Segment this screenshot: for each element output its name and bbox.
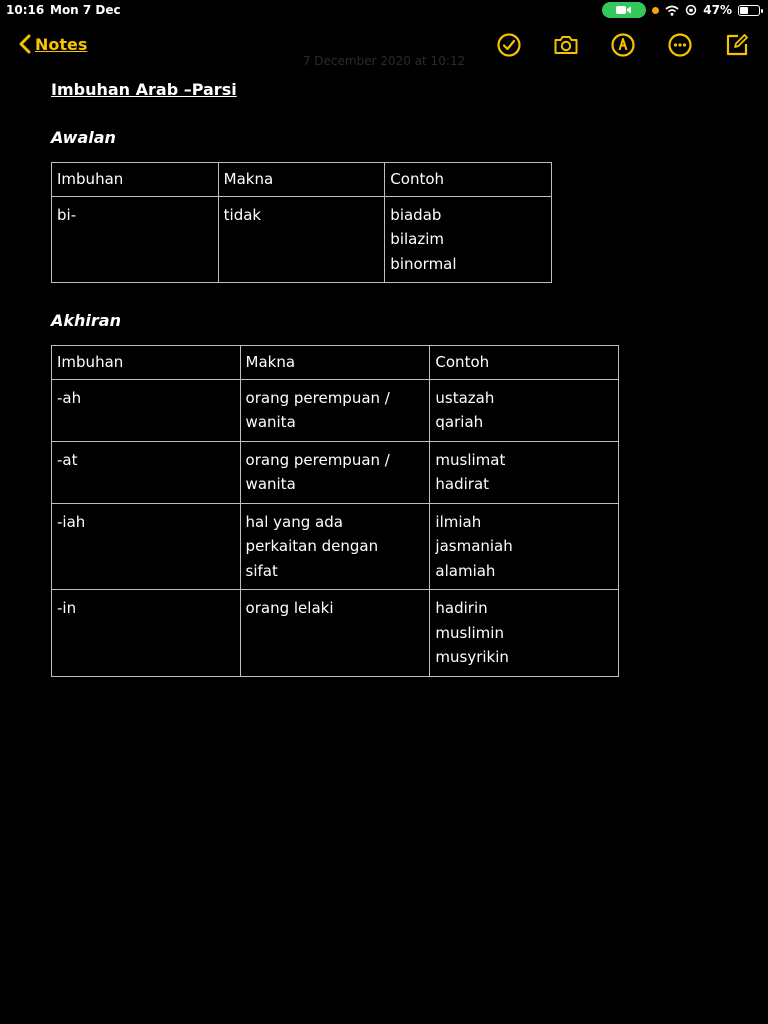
battery-percent: 47% [703, 3, 732, 17]
table-row [52, 590, 619, 677]
facetime-indicator-icon[interactable] [602, 2, 646, 18]
contoh-line: muslimat [435, 450, 506, 469]
orientation-lock-icon [685, 4, 697, 16]
microphone-indicator-icon [652, 7, 659, 14]
table-row [52, 379, 619, 441]
contoh-line: musyrikin [435, 648, 509, 666]
cell-imbuhan: bi- [52, 196, 219, 283]
contoh-line: jasmaniah [435, 537, 513, 555]
makna-line: orang perempuan / [245, 450, 390, 469]
cell-imbuhan: -at [52, 441, 241, 503]
cell-imbuhan: -in [52, 590, 241, 677]
table-header-row [52, 163, 552, 197]
cell-makna [240, 503, 430, 590]
table-header-row [52, 346, 619, 380]
status-bar [0, 0, 768, 22]
contoh-line: biadab [390, 205, 442, 224]
table-row [52, 441, 619, 503]
makna-line: orang lelaki [245, 599, 334, 617]
contoh-line: ilmiah [435, 512, 482, 531]
cell-contoh [430, 590, 619, 677]
column-header: Imbuhan [52, 163, 219, 197]
makna-line: tidak [223, 205, 262, 224]
contoh-line: bilazim [390, 230, 444, 248]
table-row [52, 503, 619, 590]
cell-makna [240, 379, 430, 441]
contoh-line: ustazah [435, 388, 495, 407]
section-heading-akhiran: Akhiran [51, 311, 121, 330]
contoh-line: qariah [435, 413, 484, 431]
section-heading-awalan: Awalan [51, 128, 116, 147]
back-button[interactable] [18, 34, 87, 54]
cell-contoh [430, 441, 619, 503]
makna-line: orang perempuan / [245, 388, 390, 407]
cell-imbuhan: -ah [52, 379, 241, 441]
chevron-left-icon [18, 34, 31, 54]
table-row [52, 196, 552, 283]
cell-imbuhan: -iah [52, 503, 241, 590]
status-date: Mon 7 Dec [50, 3, 121, 17]
contoh-line: hadirin [435, 599, 488, 617]
contoh-line: alamiah [435, 561, 496, 580]
note-body[interactable] [51, 78, 731, 666]
column-header: Imbuhan [52, 346, 241, 380]
makna-line: sifat [245, 561, 278, 580]
back-button-label: Notes [35, 34, 88, 54]
makna-line: hal yang ada [245, 512, 343, 531]
wifi-icon [665, 5, 679, 16]
column-header: Makna [218, 163, 385, 197]
column-header: Makna [240, 346, 430, 380]
column-header: Contoh [430, 346, 619, 380]
note-timestamp: 7 December 2020 at 10:12 [302, 54, 466, 68]
cell-contoh [385, 196, 552, 283]
makna-line: wanita [245, 413, 296, 431]
cell-contoh [430, 379, 619, 441]
status-indicators [602, 2, 760, 18]
cell-makna [218, 196, 385, 283]
contoh-line: binormal [390, 254, 457, 273]
makna-line: perkaitan dengan [245, 537, 379, 555]
battery-icon [738, 5, 760, 16]
table-awalan [51, 162, 552, 283]
cell-makna [240, 590, 430, 677]
contoh-line: hadirat [435, 475, 490, 493]
cell-makna [240, 441, 430, 503]
table-akhiran [51, 345, 619, 677]
makna-line: wanita [245, 475, 296, 493]
contoh-line: muslimin [435, 623, 504, 642]
status-time: 10:16 [6, 3, 45, 17]
note-title: Imbuhan Arab –Parsi [51, 80, 237, 99]
column-header: Contoh [385, 163, 552, 197]
cell-contoh [430, 503, 619, 590]
